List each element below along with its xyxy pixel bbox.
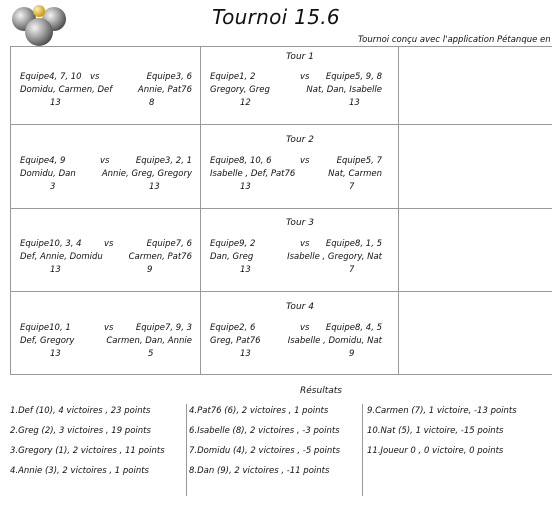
team2-score: 13 — [349, 98, 360, 108]
team1-score: 13 — [240, 182, 251, 192]
tour-label: Tour 3 — [286, 218, 314, 228]
vs-label: vs — [300, 323, 310, 333]
team2-name: Equipe8, 4, 5 — [325, 323, 382, 333]
vs-label: vs — [100, 156, 110, 166]
team1-score: 13 — [50, 265, 61, 275]
team2-score: 9 — [147, 265, 153, 275]
match-cell — [10, 72, 210, 132]
ranking-entry: 7.Domidu (4), 2 victoires , -5 points — [189, 446, 341, 456]
team1-score: 12 — [240, 98, 251, 108]
vs-label: vs — [104, 323, 114, 333]
team2-players: Isabelle , Domidu, Nat — [287, 336, 382, 346]
match-cell — [200, 239, 400, 299]
team2-name: Equipe3, 6 — [146, 72, 192, 82]
team1-name: Equipe9, 2 — [210, 239, 256, 249]
team1-players: Isabelle , Def, Pat76 — [210, 169, 296, 179]
team2-players: Annie, Greg, Gregory — [101, 169, 192, 179]
team1-score: 13 — [240, 265, 251, 275]
ranking-entry: 2.Greg (2), 3 victoires , 19 points — [10, 426, 151, 436]
vs-label: vs — [104, 239, 114, 249]
tour-label: Tour 4 — [286, 302, 314, 312]
team2-players: Nat, Dan, Isabelle — [306, 85, 382, 95]
results-column — [10, 406, 165, 486]
team2-players: Annie, Pat76 — [137, 85, 192, 95]
team1-players: Domidu, Dan — [20, 169, 76, 179]
results-column — [189, 406, 340, 486]
match-cell — [10, 323, 210, 383]
team2-players: Carmen, Dan, Annie — [106, 336, 192, 346]
results-column — [367, 406, 517, 466]
team2-score: 8 — [149, 98, 155, 108]
match-cell — [200, 72, 400, 132]
team1-score: 13 — [240, 349, 251, 359]
team2-name: Equipe3, 2, 1 — [135, 156, 192, 166]
team1-name: Equipe10, 1 — [20, 323, 71, 333]
team1-name: Equipe1, 2 — [210, 72, 256, 82]
page-subtitle: Tournoi conçu avec l'application Pétanque en — [358, 35, 551, 45]
team2-name: Equipe5, 7 — [336, 156, 382, 166]
team1-name: Equipe10, 3, 4 — [20, 239, 82, 249]
ranking-entry: 10.Nat (5), 1 victoire, -15 points — [367, 426, 504, 436]
team2-name: Equipe8, 1, 5 — [325, 239, 382, 249]
vs-label: vs — [90, 72, 100, 82]
ranking-entry: 11.Joueur 0 , 0 victoire, 0 points — [367, 446, 504, 456]
team2-score: 7 — [349, 265, 355, 275]
team1-name: Equipe8, 10, 6 — [210, 156, 272, 166]
match-cell — [10, 239, 210, 299]
match-cell — [10, 156, 210, 216]
team1-name: Equipe4, 9 — [20, 156, 66, 166]
team2-score: 5 — [148, 349, 154, 359]
team2-players: Carmen, Pat76 — [128, 252, 192, 262]
ranking-entry: 3.Gregory (1), 2 victoires , 11 points — [10, 446, 165, 456]
team2-name: Equipe5, 9, 8 — [325, 72, 382, 82]
vs-label: vs — [300, 72, 310, 82]
tour-label: Tour 1 — [286, 52, 314, 62]
team2-name: Equipe7, 6 — [146, 239, 192, 249]
divider — [362, 404, 363, 496]
ranking-entry: 4.Annie (3), 2 victoires , 1 points — [10, 466, 149, 476]
ranking-entry: 6.Isabelle (8), 2 victoires , -3 points — [189, 426, 340, 436]
team1-players: Dan, Greg — [210, 252, 254, 262]
vs-label: vs — [300, 239, 310, 249]
team2-score: 13 — [149, 182, 160, 192]
team2-players: Nat, Carmen — [328, 169, 382, 179]
team2-score: 9 — [349, 349, 355, 359]
team1-players: Gregory, Greg — [210, 85, 270, 95]
divider — [186, 404, 187, 496]
ranking-entry: 8.Dan (9), 2 victoires , -11 points — [189, 466, 330, 476]
team1-score: 3 — [50, 182, 56, 192]
page-title: Tournoi 15.6 — [212, 5, 340, 29]
team1-name: Equipe2, 6 — [210, 323, 256, 333]
team1-score: 13 — [50, 98, 61, 108]
team1-name: Equipe4, 7, 10 — [20, 72, 82, 82]
match-cell — [200, 156, 400, 216]
team1-players: Domidu, Carmen, Def — [20, 85, 113, 95]
ranking-entry: 4.Pat76 (6), 2 victoires , 1 points — [189, 406, 329, 416]
team1-players: Def, Annie, Domidu — [20, 252, 103, 262]
divider — [10, 46, 552, 47]
match-cell — [200, 323, 400, 383]
results-title: Résultats — [300, 386, 342, 396]
team1-players: Greg, Pat76 — [210, 336, 261, 346]
team2-name: Equipe7, 9, 3 — [135, 323, 192, 333]
ranking-entry: 1.Def (10), 4 victoires , 23 points — [10, 406, 151, 416]
team2-score: 7 — [349, 182, 355, 192]
ranking-entry: 9.Carmen (7), 1 victoire, -13 points — [367, 406, 517, 416]
team1-players: Def, Gregory — [20, 336, 75, 346]
vs-label: vs — [300, 156, 310, 166]
tour-label: Tour 2 — [286, 135, 314, 145]
team1-score: 13 — [50, 349, 61, 359]
team2-players: Isabelle , Gregory, Nat — [287, 252, 382, 262]
